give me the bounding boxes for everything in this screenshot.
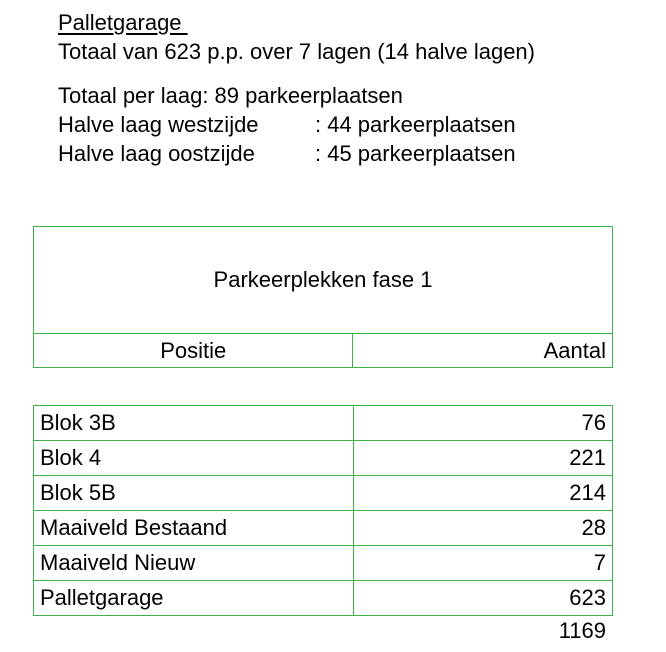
east-half-value: : 45 parkeerplaatsen	[315, 141, 516, 166]
row-position-cell: Maaiveld Nieuw	[34, 546, 354, 581]
column-header-position: Positie	[34, 334, 353, 368]
total-value: 1169	[558, 618, 606, 643]
spacer	[58, 66, 535, 81]
per-layer-line: Totaal per laag: 89 parkeerplaatsen	[58, 83, 403, 108]
row-position-cell: Blok 5B	[34, 476, 354, 511]
row-position-cell: Maaiveld Bestaand	[34, 511, 354, 546]
east-half-line	[58, 139, 535, 168]
row-count-cell: 623	[353, 581, 612, 616]
table-row	[34, 581, 613, 616]
data-table	[33, 405, 613, 616]
east-half-label: Halve laag oostzijde	[58, 141, 255, 166]
table-row	[34, 546, 613, 581]
table-row	[34, 511, 613, 546]
table-row	[34, 476, 613, 511]
page-title: Palletgarage	[58, 10, 188, 35]
table-header	[33, 226, 613, 368]
intro-total-line: Totaal van 623 p.p. over 7 lagen (14 halve lagen)	[58, 39, 535, 64]
west-half-line	[58, 110, 535, 139]
intro-text	[58, 8, 535, 168]
west-half-label: Halve laag westzijde	[58, 112, 259, 137]
row-count-cell: 214	[353, 476, 612, 511]
table-body	[34, 406, 613, 616]
row-position-cell: Blok 4	[34, 441, 354, 476]
row-count-cell: 76	[353, 406, 612, 441]
table-title: Parkeerplekken fase 1	[34, 227, 613, 334]
table-row	[34, 406, 613, 441]
west-half-value: : 44 parkeerplaatsen	[315, 112, 516, 137]
table-row	[34, 441, 613, 476]
row-count-cell: 221	[353, 441, 612, 476]
row-count-cell: 7	[353, 546, 612, 581]
row-position-cell: Palletgarage	[34, 581, 354, 616]
row-position-cell: Blok 3B	[34, 406, 354, 441]
row-count-cell: 28	[353, 511, 612, 546]
column-header-count: Aantal	[353, 334, 613, 368]
